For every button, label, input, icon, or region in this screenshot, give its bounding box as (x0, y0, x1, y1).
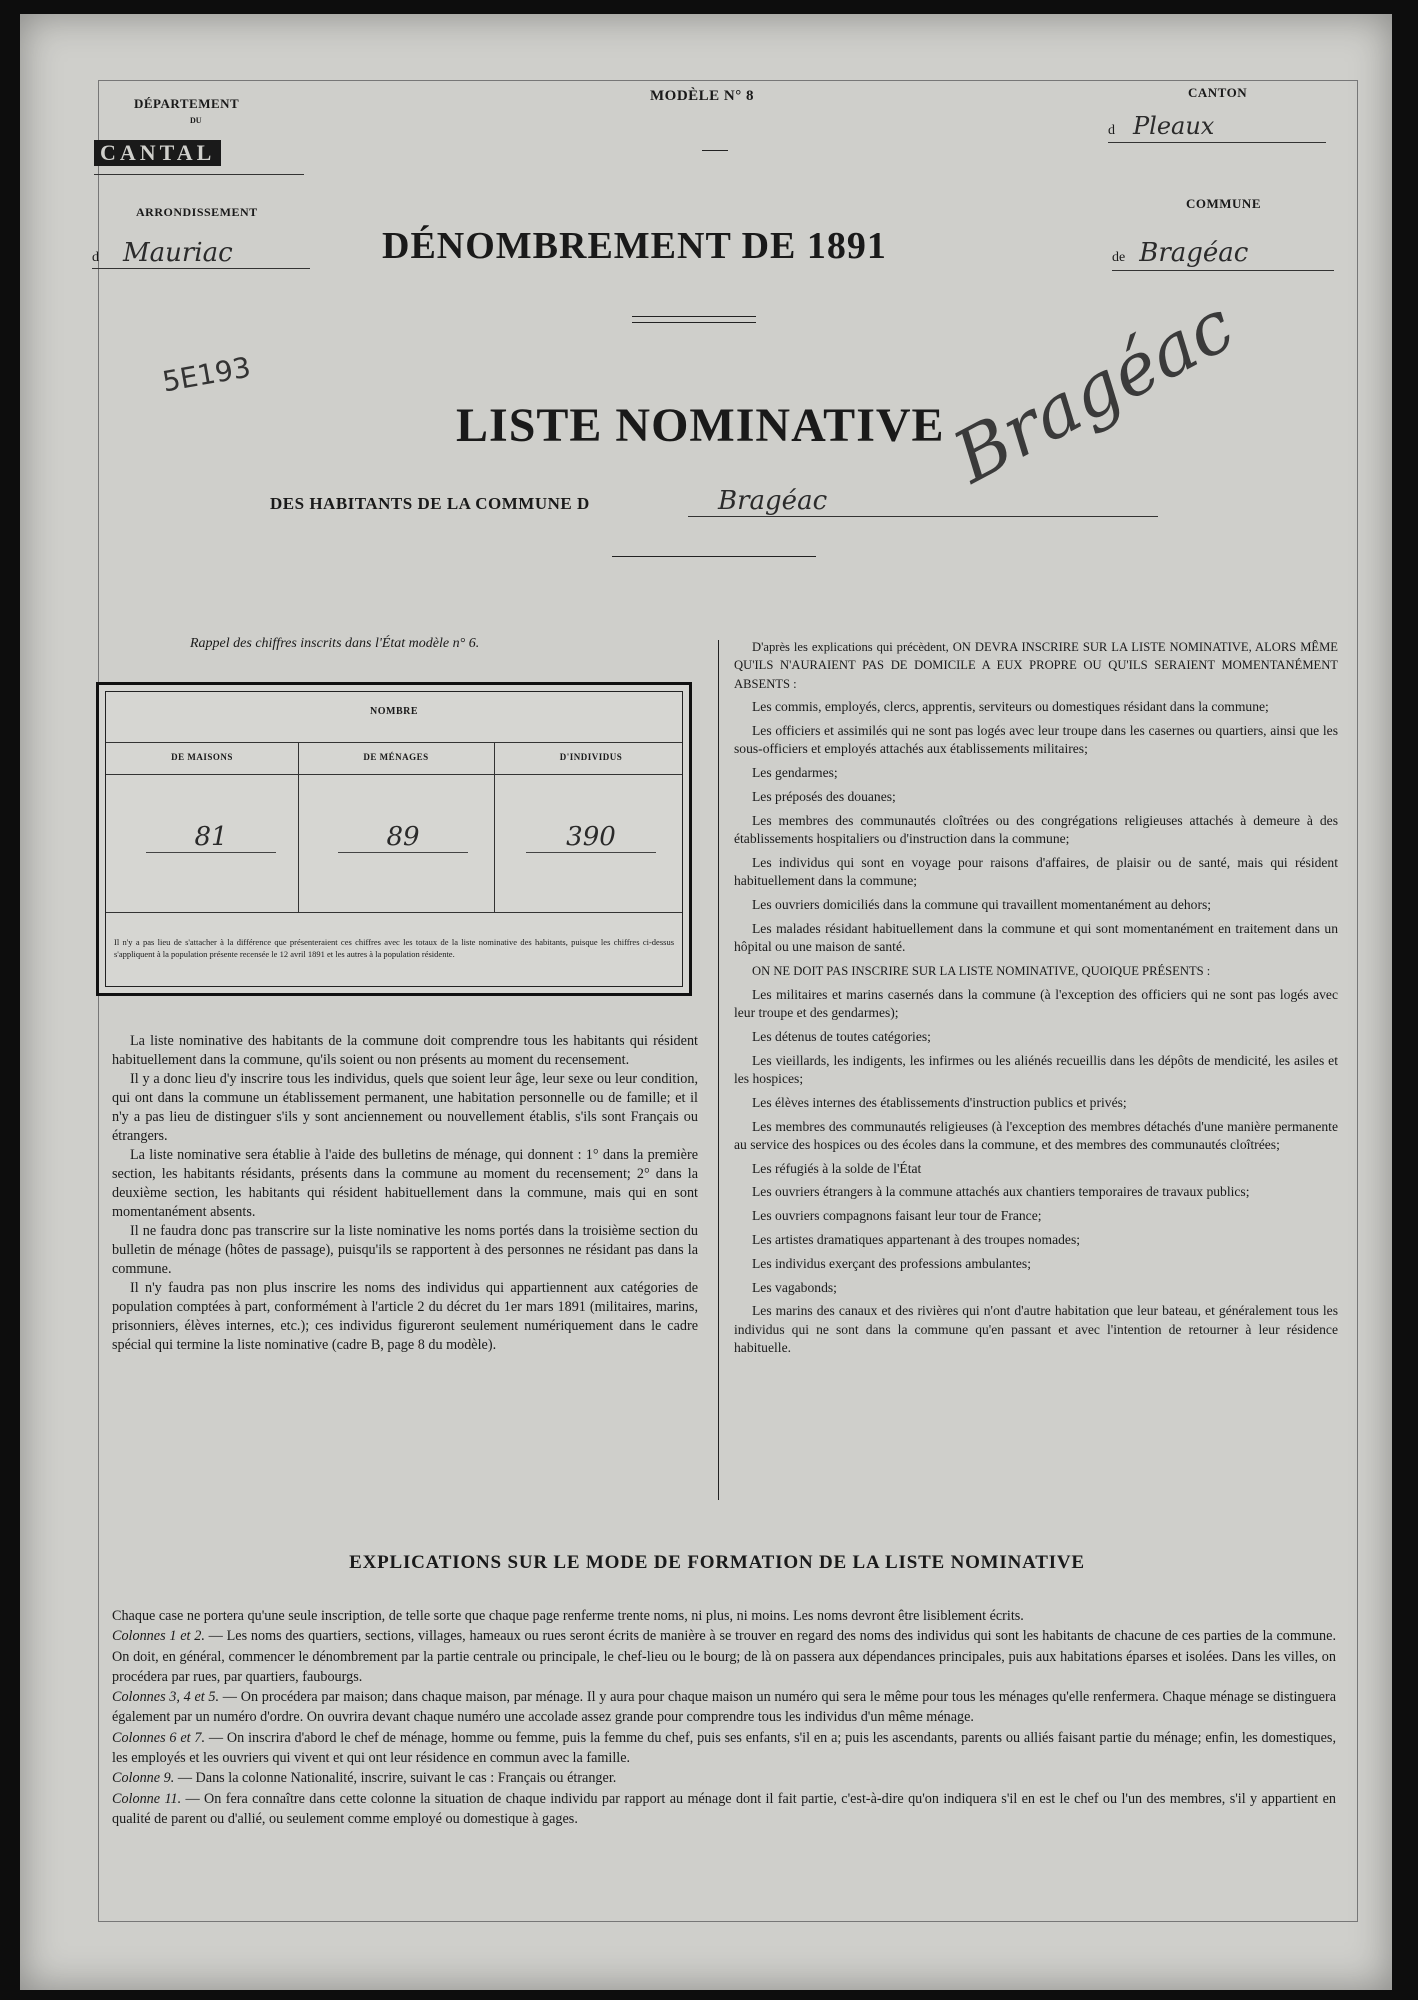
departement-label: DÉPARTEMENT (134, 96, 240, 111)
recap-col-individus: D'INDIVIDUS (559, 752, 623, 762)
arrondissement-field (92, 238, 310, 269)
include-item: Les membres des communautés cloîtrées ou des congrégations religieuses attachés à demeure à des établissements hospitaliers ou d'instruction dans la commune; (734, 812, 1338, 847)
explication-item (112, 1768, 1336, 1788)
document-title: DÉNOMBREMENT DE 1891 (382, 225, 887, 267)
explication-text: — On fera connaître dans cette colonne la situation de chaque individu par rapport au ménage dont il fait partie, c'est-à-dire qu'on indiquera s'il en est le chef ou l'un des membres, s'il y appartient en qualité de parent ou d'allié, ou seulement comme employé ou domestique à gages. (112, 1790, 1336, 1827)
exclude-item: Les élèves internes des établissements d'instruction publics et privés; (752, 1094, 1127, 1110)
exclude-item: Les militaires et marins casernés dans la commune (à l'exception des officiers qui ne sont pas logés avec leur troupe et des gendarmes); (734, 986, 1338, 1021)
explication-label: Colonnes 6 et 7. (112, 1729, 206, 1746)
liste-title: LISTE NOMINATIVE (456, 399, 945, 452)
explication-label: Colonne 9. (112, 1770, 175, 1787)
explication-item (112, 1728, 1336, 1769)
modele-label: MODÈLE N° 8 (650, 88, 755, 104)
habitants-label: DES HABITANTS DE LA COMMUNE D (270, 494, 590, 513)
recap-col-maisons: DE MAISONS (171, 752, 233, 762)
recap-value-menages: 89 (386, 822, 420, 852)
commune-value: Bragéac (1139, 238, 1249, 268)
commune-field (1112, 238, 1334, 271)
explications-title: EXPLICATIONS SUR LE MODE DE FORMATION DE LA LISTE NOMINATIVE (349, 1552, 1085, 1573)
exclude-item: Les artistes dramatiques appartenant à des troupes nomades; (752, 1232, 1081, 1248)
habitants-field (688, 486, 1158, 517)
left-paragraph: La liste nominative sera établie à l'aide des bulletins de ménage, qui donnent : 1° dans la première section, les habitants résidants, présents dans la commune au moment du recensement; 2° dans la deuxième section, les habitants qui résident habituellement dans la commune, mais qui en sont momentanément absents. (112, 1147, 698, 1220)
explication-item (112, 1789, 1336, 1830)
include-item: Les gendarmes; (752, 765, 838, 781)
explications-body (112, 1606, 1336, 1829)
exclude-item: Les vieillards, les indigents, les infirmes ou les aliénés recueillis dans les dépôts de mendicité, les asiles et les hospices; (734, 1052, 1338, 1086)
left-paragraph: Il y a donc lieu d'y inscrire tous les individus, quels que soient leur âge, leur sexe ou leur condition, qui ont dans la commune un établissement permanent, une habitation personnelle ou de famille; et il n'y a pas lieu de distinguer s'ils y sont anciennement ou nouvellement établis, s'ils sont Français ou étrangers. (112, 1071, 698, 1144)
recap-table (96, 682, 692, 996)
include-item: Les malades résidant habituellement dans la commune et qui sont momentanément en traitement dans un hôpital ou une maison de santé. (734, 920, 1338, 955)
left-instructions (112, 1032, 698, 1355)
exclude-item: Les ouvriers étrangers à la commune attachés aux chantiers temporaires de travaux publics; (752, 1184, 1250, 1200)
exclude-item: Les individus exerçant des professions ambulantes; (752, 1255, 1031, 1271)
include-item: Les commis, employés, clercs, apprentis, serviteurs ou domestiques résidant dans la commune; (752, 699, 1269, 715)
exclude-item: Les marins des canaux et des rivières qui n'ont d'autre habitation que leur bateau, et généralement tous les individus qui ne sont dans la commune qu'en passant et avec l'intention de retourner à leur résidence habituelle. (734, 1303, 1338, 1355)
departement-value: CANTAL (94, 140, 221, 166)
include-item: Les officiers et assimilés qui ne sont pas logés avec leur troupe dans les casernes ou quartiers, ainsi que les sous-officiers et employés attachés aux établissements militaires; (734, 723, 1338, 757)
include-item: Les individus qui sont en voyage pour raisons d'affaires, de plaisir ou de santé, mais qui résident habituellement dans la commune; (734, 854, 1338, 889)
commune-prefix: de (1112, 250, 1126, 265)
explication-text: — On inscrira d'abord le chef de ménage, homme ou femme, puis la femme du chef, puis ses enfants, s'il en a; puis les ascendants, parents ou alliés faisant partie du ménage; enfin, les domestiques, les employés et les ouvriers qui vivent et qui ont leur résidence en commun avec la famille. (112, 1729, 1336, 1767)
explication-label: Colonnes 1 et 2. (112, 1628, 205, 1645)
exclude-item: Les vagabonds; (752, 1279, 837, 1295)
recap-nombre-header: NOMBRE (370, 706, 418, 717)
left-paragraph: Il ne faudra donc pas transcrire sur la liste nominative les noms portés dans la troisième section du bulletin de ménage (hôtes de passage), puisqu'ils se rapportent à des personnes ne résidant pas dans la commune. (112, 1223, 698, 1277)
explication-label: Colonne 11. (112, 1790, 182, 1807)
include-item: Les ouvriers domiciliés dans la commune qui travaillent momentanément au dehors; (752, 897, 1212, 913)
explication-item (112, 1687, 1336, 1728)
canton-field (1108, 112, 1326, 143)
exclude-item: Les détenus de toutes catégories; (752, 1028, 931, 1044)
include-intro: D'après les explications qui précèdent, ON DEVRA INSCRIRE SUR LA LISTE NOMINATIVE, ALORS MÊME QU'ILS N'AURAIENT PAS DE DOMICILE A EUX PROPRE OU QU'ILS SERAIENT MOMENTANÉMENT ABSENTS : (734, 640, 1338, 691)
exclude-item: Les membres des communautés religieuses (à l'exception des membres détachés d'une manière permanente au service des hospices ou des écoles dans la commune, et des membres des communautés cloîtrées; (734, 1118, 1338, 1152)
explication-text: — On procédera par maison; dans chaque maison, par ménage. Il y aura pour chaque maison un numéro qui sera le même pour tous les ménages qu'elle renfermera. Chaque ménage se distinguera également par un numéro d'ordre. On ouvrira devant chaque numéro une accolade assez grande pour comprendre tous les individus d'un même ménage. (112, 1689, 1336, 1726)
exclude-item: Les réfugiés à la solde de l'État (752, 1160, 922, 1176)
handwritten-commune-annotation: Bragéac (940, 283, 1247, 500)
canton-label: CANTON (1188, 85, 1248, 100)
modele-dash (702, 150, 728, 151)
recap-note: Il n'y a pas lieu de s'attacher à la différence que présenteraient ces chiffres avec les totaux de la liste nominative des habitants, puisque les chiffres ci-dessus s'appliquent à la population présente recensée le 12 avril 1891 et les autres à la population résidente. (114, 937, 674, 959)
departement-value-line (94, 140, 304, 175)
recap-value-maisons: 81 (194, 822, 228, 852)
explication-text: — Dans la colonne Nationalité, inscrire, suivant le cas : Français ou étranger. (174, 1770, 617, 1787)
liste-rule (612, 556, 816, 557)
title-rule-2 (632, 322, 756, 323)
habitants-value: Bragéac (718, 486, 828, 516)
archive-code: 5E193 (159, 350, 254, 399)
recap-caption: Rappel des chiffres inscrits dans l'État modèle n° 6. (190, 636, 480, 651)
explication-label: Colonnes 3, 4 et 5. (112, 1689, 220, 1706)
canton-prefix: d (1108, 123, 1115, 138)
right-instructions (734, 638, 1338, 1363)
left-paragraph: La liste nominative des habitants de la commune doit comprendre tous les habitants qui résident habituellement dans la commune, qu'ils soient ou non présents au moment du recensement. (112, 1033, 698, 1068)
arrondissement-label: ARRONDISSEMENT (136, 205, 258, 219)
explications-intro: Chaque case ne portera qu'une seule inscription, de telle sorte que chaque page renferme trente noms, ni plus, ni moins. Les noms devront être lisiblement écrits. (112, 1608, 1024, 1624)
recap-value-individus: 390 (566, 822, 616, 852)
arrondissement-prefix: d (92, 250, 99, 265)
exclude-item: Les ouvriers compagnons faisant leur tour de France; (752, 1208, 1042, 1224)
include-item: Les préposés des douanes; (752, 789, 896, 805)
explication-item (112, 1626, 1336, 1687)
arrondissement-value: Mauriac (123, 238, 233, 268)
du-label: DU (190, 116, 202, 125)
canton-value: Pleaux (1133, 112, 1215, 140)
left-paragraph: Il n'y faudra pas non plus inscrire les noms des individus qui appartiennent aux catégories de population comptées à part, conformément à l'article 2 du décret du 1er mars 1891 (militaires, marins, prisonniers, élèves internes, etc.); ces individus figureront seulement numériquement dans le cadre spécial qui termine la liste nominative (cadre B, page 8 du modèle). (112, 1280, 698, 1353)
commune-label: COMMUNE (1186, 196, 1261, 211)
title-rule-1 (632, 316, 756, 317)
explication-text: — Les noms des quartiers, sections, villages, hameaux ou rues seront écrits de manière à se trouver en regard des noms des individus qui sont les habitants de chacune de ces parties de la commune. On doit, en général, commencer le dénombrement par la partie centrale ou principale, le chef-lieu ou le bourg; de là on passera aux dépendances principales, puis aux habitations éparses et isolées. Dans les villes, on procédera par rues, par quartiers, faubourgs. (112, 1628, 1336, 1685)
exclude-intro: ON NE DOIT PAS INSCRIRE SUR LA LISTE NOMINATIVE, QUOIQUE PRÉSENTS : (752, 963, 1211, 978)
column-divider (718, 640, 719, 1500)
recap-col-menages: DE MÉNAGES (363, 752, 429, 762)
